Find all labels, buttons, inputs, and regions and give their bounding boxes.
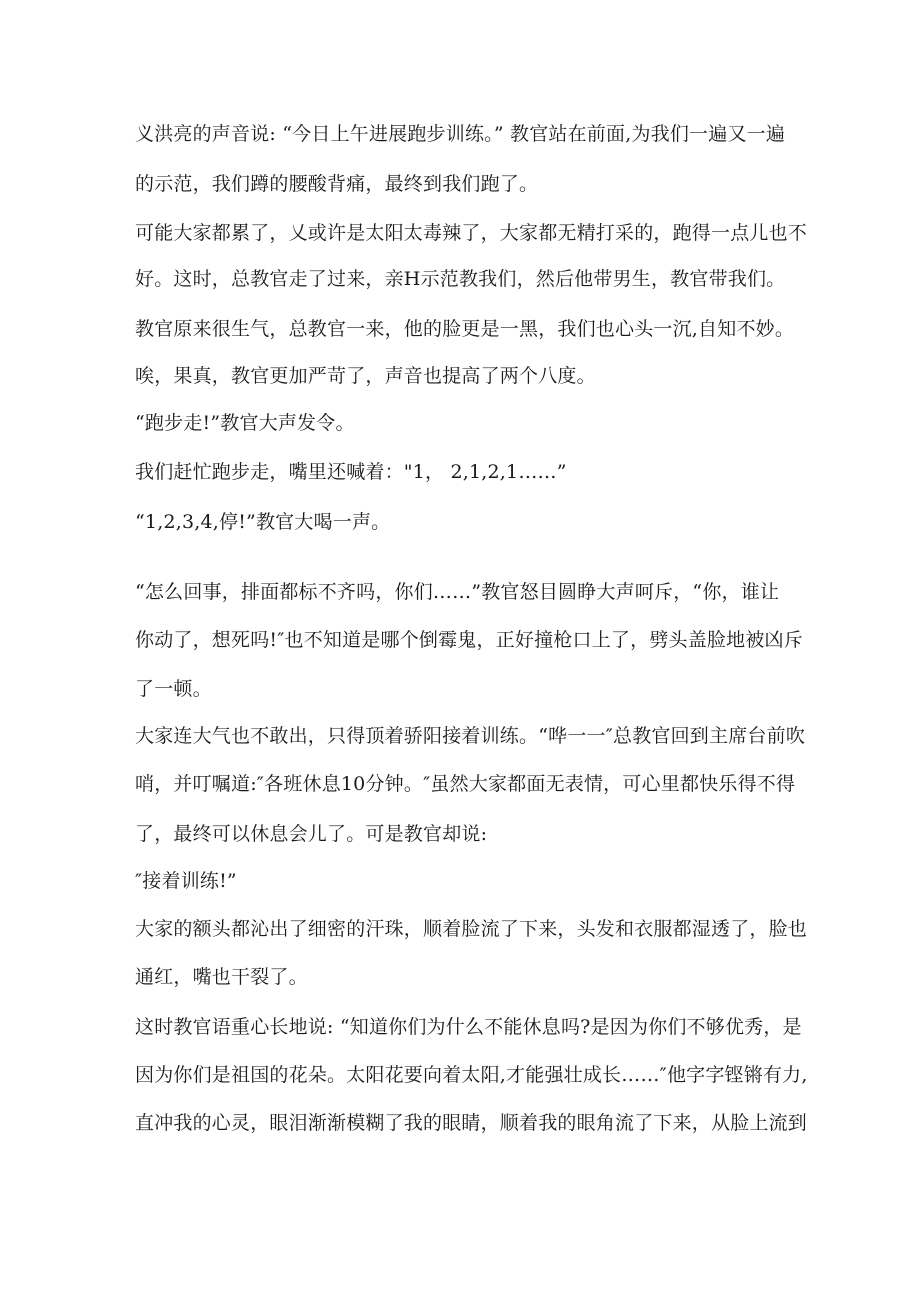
- text-line: 义洪亮的声音说: “今日上午进展跑步训练。” 教官站在前面,为我们一遍又一遍: [135, 123, 786, 145]
- text-line: ″接着训练!”: [135, 870, 237, 892]
- text-line: “1,2,3,4,停!”教官大喝一声。: [135, 511, 391, 533]
- text-line: 哨，并叮嘱道:″各班休息10分钟。″虽然大家都面无表情，可心里都快乐得不得: [135, 773, 796, 795]
- text-line: 可能大家都累了，乂或许是太阳太毒辣了，大家都无精打采的，跑得一点儿也不: [135, 222, 808, 244]
- text-line: 的示范，我们蹲的腰酸背痛，最终到我们跑了。: [135, 173, 539, 195]
- text-line: 因为你们是祖国的花朵。太阳花要向着太阳,才能强壮成长……″他字字铿锵有力,: [135, 1064, 808, 1086]
- text-line: 大家的额头都沁出了细密的汗珠，顺着脸流了下来，头发和衣服都湿透了，脸也: [135, 918, 808, 940]
- text-line: 这时教官语重心长地说: “知道你们为什么不能休息吗?是因为你们不够优秀，是: [135, 1016, 802, 1038]
- text-line: 我们赶忙跑步走，嘴里还喊着："1， 2,1,2,1……”: [135, 461, 567, 483]
- text-line: 教官原来很生气，总教官一来，他的脸更是一黑，我们也心头一沉,自知不妙。: [135, 318, 795, 340]
- text-line: 大家连大气也不敢出，只得顶着骄阳接着训练。“哗一一″总教官回到主席台前吹: [135, 725, 806, 747]
- text-line: 了，最终可以休息会儿了。可是教官却说:: [135, 823, 488, 845]
- text-line: 通红，嘴也干裂了。: [135, 966, 308, 988]
- text-line: 好。这时，总教官走了过来，亲H示范教我们，然后他带男生，教官带我们。: [135, 268, 786, 290]
- text-line: “怎么回事，排面都标不齐吗，你们……”教官怒目圆睁大声呵斥，“你，谁让: [135, 581, 780, 603]
- text-line: 你动了，想死吗!″也不知道是哪个倒霉鬼，正好撞枪口上了，劈头盖脸地被凶斥: [135, 629, 803, 651]
- text-line: “跑步走!”教官大声发令。: [135, 412, 355, 434]
- text-line: 直冲我的心灵，眼泪渐渐模糊了我的眼睛，顺着我的眼角流了下来，从脸上流到: [135, 1112, 808, 1134]
- text-line: 了一顿。: [135, 678, 212, 700]
- text-line: 唉，果真，教官更加严苛了，声音也提高了两个八度。: [135, 365, 596, 387]
